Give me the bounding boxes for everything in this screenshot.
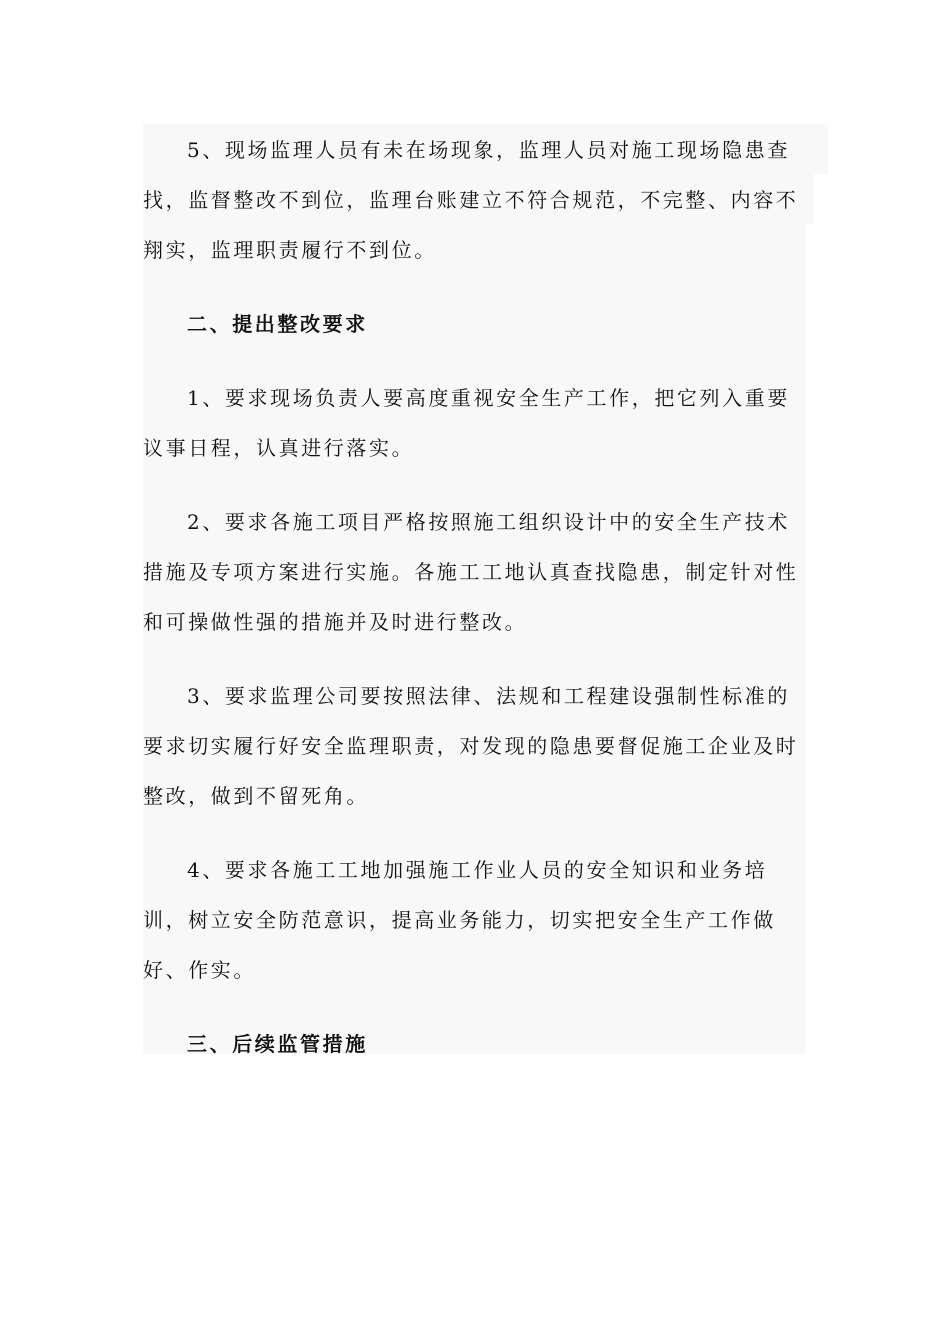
shaded-margin-strip [806,174,814,224]
section-heading-requirements: 二、提出整改要求 [187,312,368,336]
paragraph-requirement-3: 3、要求监理公司要按照法律、法规和工程建设强制性标准的要求切实履行好安全监理职责，对发现的隐患要督促施工企业及时整改，做到不留死角。 [143,684,799,808]
paragraph-requirement-2: 2、要求各施工项目严格按照施工组织设计中的安全生产技术措施及专项方案进行实施。各施工工地认真查找隐患，制定针对性和可操做性强的措施并及时进行整改。 [143,510,799,634]
document-text-block [143,124,806,1054]
paragraph-requirement-4: 4、要求各施工工地加强施工作业人员的安全知识和业务培训，树立安全防范意识，提高业务能力，切实把安全生产工作做好、作实。 [143,858,776,982]
paragraph-requirement-1: 1、要求现场负责人要高度重视安全生产工作，把它列入重要议事日程，认真进行落实。 [143,386,790,460]
section-heading-follow-up: 三、后续监管措施 [187,1032,368,1056]
shaded-margin-strip [806,124,828,174]
paragraph-item-5: 5、现场监理人员有未在场现象，监理人员对施工现场隐患查找，监督整改不到位，监理台账建立不符合规范，不完整、内容不翔实，监理职责履行不到位。 [143,138,799,262]
